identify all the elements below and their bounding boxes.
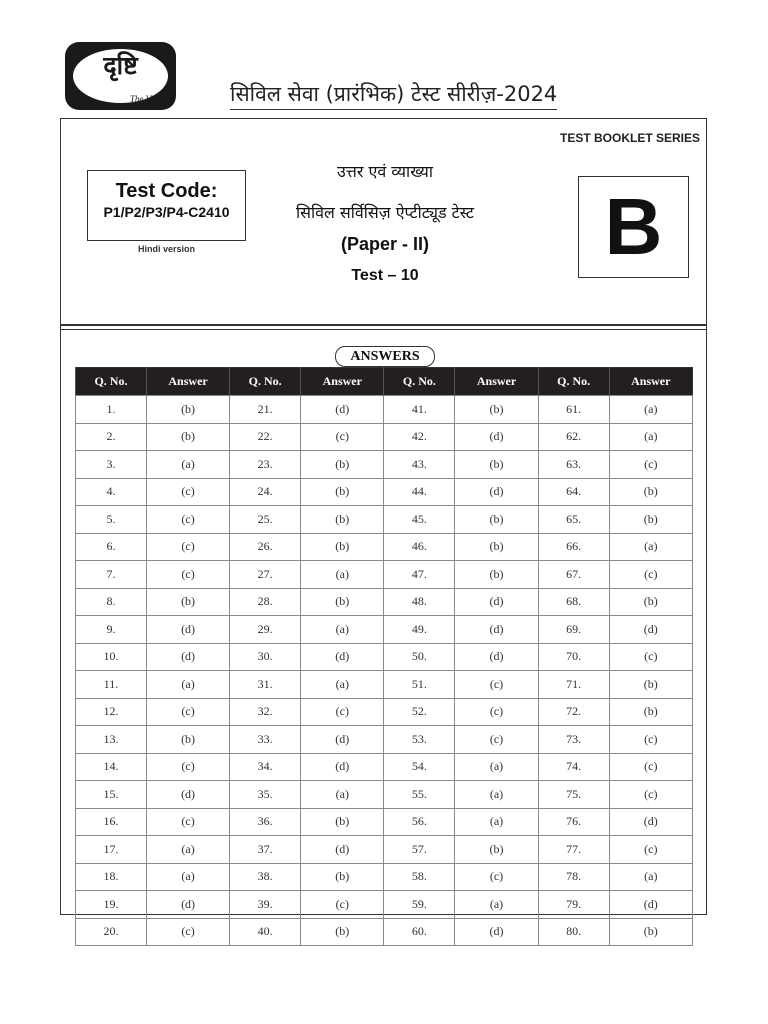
test-number: Test – 10 [351,267,419,284]
question-number-cell: 62. [538,423,609,451]
answer-cell: (d) [146,891,229,919]
answer-cell: (c) [609,753,692,781]
answer-cell: (d) [455,643,538,671]
answer-cell: (d) [301,836,384,864]
answer-cell: (b) [301,588,384,616]
question-number-cell: 25. [230,506,301,534]
answer-cell: (a) [146,451,229,479]
question-number-header: Q. No. [384,368,455,396]
answer-cell: (b) [455,836,538,864]
answer-cell: (d) [609,616,692,644]
question-number-cell: 55. [384,781,455,809]
answer-cell: (b) [609,698,692,726]
answer-cell: (c) [609,726,692,754]
question-number-cell: 56. [384,808,455,836]
question-number-cell: 53. [384,726,455,754]
answer-cell: (b) [146,396,229,424]
answer-cell: (b) [455,533,538,561]
answer-header: Answer [301,368,384,396]
question-number-cell: 34. [230,753,301,781]
answer-cell: (b) [609,918,692,946]
answer-cell: (b) [301,478,384,506]
question-number-cell: 4. [76,478,147,506]
question-number-cell: 67. [538,561,609,589]
double-divider [60,324,707,330]
question-number-cell: 6. [76,533,147,561]
answer-cell: (a) [609,533,692,561]
answer-cell: (b) [609,671,692,699]
answer-cell: (d) [301,753,384,781]
question-number-cell: 70. [538,643,609,671]
answer-header: Answer [455,368,538,396]
answer-cell: (c) [146,533,229,561]
question-number-cell: 31. [230,671,301,699]
question-number-cell: 12. [76,698,147,726]
table-row [76,451,693,479]
answer-cell: (c) [146,918,229,946]
question-number-cell: 29. [230,616,301,644]
logo-subtext: The Vision [129,94,168,104]
answer-cell: (c) [609,781,692,809]
logo-text: दृष्टि [103,51,138,80]
answer-cell: (a) [301,616,384,644]
question-number-cell: 13. [76,726,147,754]
answer-cell: (d) [146,616,229,644]
question-number-cell: 30. [230,643,301,671]
answer-cell: (d) [455,588,538,616]
question-number-cell: 69. [538,616,609,644]
answer-header: Answer [146,368,229,396]
question-number-cell: 5. [76,506,147,534]
question-number-cell: 52. [384,698,455,726]
paper-label: (Paper - II) [340,234,429,254]
answers-heading: ANSWERS [335,346,435,367]
table-row [76,781,693,809]
question-number-cell: 64. [538,478,609,506]
test-code-box [87,170,246,241]
question-number-cell: 49. [384,616,455,644]
question-number-cell: 79. [538,891,609,919]
answer-cell: (d) [301,726,384,754]
answer-cell: (a) [301,671,384,699]
answer-cell: (b) [301,808,384,836]
question-number-cell: 76. [538,808,609,836]
answer-cell: (b) [455,451,538,479]
question-number-cell: 1. [76,396,147,424]
answer-cell: (b) [609,506,692,534]
answer-cell: (c) [146,808,229,836]
question-number-cell: 24. [230,478,301,506]
question-number-cell: 16. [76,808,147,836]
answer-cell: (c) [455,726,538,754]
table-row [76,863,693,891]
table-row [76,918,693,946]
question-number-cell: 44. [384,478,455,506]
question-number-cell: 45. [384,506,455,534]
answer-cell: (d) [455,423,538,451]
answer-cell: (c) [146,561,229,589]
question-number-cell: 38. [230,863,301,891]
table-row [76,698,693,726]
answer-cell: (b) [301,506,384,534]
answer-cell: (b) [609,478,692,506]
question-number-cell: 48. [384,588,455,616]
answer-cell: (b) [146,423,229,451]
question-number-cell: 22. [230,423,301,451]
table-row [76,753,693,781]
answer-cell: (a) [455,808,538,836]
question-number-header: Q. No. [538,368,609,396]
question-number-cell: 9. [76,616,147,644]
question-number-cell: 8. [76,588,147,616]
answer-cell: (b) [455,506,538,534]
exam-name: सिविल सर्विसिज़ ऐप्टीट्यूड टेस्ट [295,203,474,222]
answer-cell: (c) [609,561,692,589]
question-number-cell: 73. [538,726,609,754]
table-row [76,726,693,754]
answer-cell: (a) [146,836,229,864]
question-number-cell: 41. [384,396,455,424]
answer-key-table [75,367,693,946]
answer-cell: (c) [301,891,384,919]
question-number-cell: 37. [230,836,301,864]
page-title: सिविल सेवा (प्रारंभिक) टेस्ट सीरीज़-2024 [230,80,557,110]
question-number-cell: 10. [76,643,147,671]
question-number-cell: 36. [230,808,301,836]
question-number-cell: 7. [76,561,147,589]
question-number-cell: 27. [230,561,301,589]
question-number-cell: 17. [76,836,147,864]
question-number-cell: 46. [384,533,455,561]
table-row [76,533,693,561]
question-number-cell: 21. [230,396,301,424]
question-number-header: Q. No. [230,368,301,396]
question-number-cell: 74. [538,753,609,781]
answer-cell: (b) [301,533,384,561]
question-number-cell: 66. [538,533,609,561]
table-row [76,506,693,534]
answer-header: Answer [609,368,692,396]
answer-cell: (a) [301,561,384,589]
answer-cell: (c) [146,698,229,726]
question-number-cell: 42. [384,423,455,451]
drishti-logo [65,42,176,110]
answer-cell: (b) [455,396,538,424]
question-number-cell: 63. [538,451,609,479]
answer-cell: (a) [609,863,692,891]
question-number-cell: 78. [538,863,609,891]
answer-cell: (c) [301,423,384,451]
answer-cell: (c) [455,863,538,891]
question-number-cell: 50. [384,643,455,671]
answer-cell: (a) [146,863,229,891]
table-row [76,478,693,506]
table-header-row [76,368,693,396]
question-number-cell: 20. [76,918,147,946]
question-number-cell: 65. [538,506,609,534]
test-code-label: Test Code: [115,180,218,202]
question-number-cell: 33. [230,726,301,754]
answer-cell: (b) [146,588,229,616]
question-number-cell: 61. [538,396,609,424]
question-number-cell: 75. [538,781,609,809]
answer-cell: (b) [301,918,384,946]
table-row [76,561,693,589]
question-number-cell: 18. [76,863,147,891]
question-number-cell: 51. [384,671,455,699]
question-number-cell: 54. [384,753,455,781]
question-number-cell: 77. [538,836,609,864]
question-number-cell: 57. [384,836,455,864]
question-number-cell: 32. [230,698,301,726]
question-number-header: Q. No. [76,368,147,396]
question-number-cell: 68. [538,588,609,616]
answer-cell: (a) [301,781,384,809]
table-row [76,616,693,644]
table-row [76,891,693,919]
question-number-cell: 58. [384,863,455,891]
answer-cell: (d) [455,478,538,506]
table-row [76,671,693,699]
table-row [76,423,693,451]
question-number-cell: 15. [76,781,147,809]
answer-cell: (c) [146,506,229,534]
answer-cell: (b) [455,561,538,589]
question-number-cell: 35. [230,781,301,809]
answer-cell: (d) [146,643,229,671]
answer-cell: (d) [455,616,538,644]
question-number-cell: 47. [384,561,455,589]
question-number-cell: 3. [76,451,147,479]
question-number-cell: 14. [76,753,147,781]
answer-cell: (d) [455,918,538,946]
question-number-cell: 72. [538,698,609,726]
answer-cell: (a) [455,781,538,809]
question-number-cell: 23. [230,451,301,479]
answer-cell: (c) [455,671,538,699]
answer-cell: (c) [455,698,538,726]
answer-cell: (b) [609,588,692,616]
answer-cell: (a) [609,423,692,451]
answer-cell: (b) [146,726,229,754]
answer-cell: (d) [301,396,384,424]
table-row [76,808,693,836]
test-code-value: P1/P2/P3/P4-C2410 [103,204,230,220]
question-number-cell: 60. [384,918,455,946]
question-number-cell: 71. [538,671,609,699]
table-row [76,396,693,424]
table-row [76,643,693,671]
question-number-cell: 11. [76,671,147,699]
question-number-cell: 43. [384,451,455,479]
answer-cell: (b) [301,863,384,891]
answer-cell: (d) [609,891,692,919]
test-booklet-series-label: TEST BOOKLET SERIES [559,131,700,145]
answer-cell: (a) [146,671,229,699]
answer-cell: (d) [609,808,692,836]
table-row [76,836,693,864]
question-number-cell: 80. [538,918,609,946]
answer-cell: (c) [301,698,384,726]
answer-cell: (c) [146,478,229,506]
question-number-cell: 26. [230,533,301,561]
answers-explanation-heading: उत्तर एवं व्याख्या [337,162,433,181]
answer-cell: (c) [609,451,692,479]
question-number-cell: 2. [76,423,147,451]
question-number-cell: 59. [384,891,455,919]
question-number-cell: 19. [76,891,147,919]
answer-cell: (c) [609,836,692,864]
question-number-cell: 39. [230,891,301,919]
answer-cell: (a) [455,753,538,781]
answer-cell: (b) [301,451,384,479]
question-number-cell: 28. [230,588,301,616]
answer-cell: (d) [146,781,229,809]
version-label: Hindi version [137,244,195,254]
answer-cell: (d) [301,643,384,671]
table-row [76,588,693,616]
answer-cell: (c) [146,753,229,781]
booklet-series-box: B [578,176,689,278]
question-number-cell: 40. [230,918,301,946]
answer-cell: (a) [455,891,538,919]
answer-cell: (c) [609,643,692,671]
answer-cell: (a) [609,396,692,424]
